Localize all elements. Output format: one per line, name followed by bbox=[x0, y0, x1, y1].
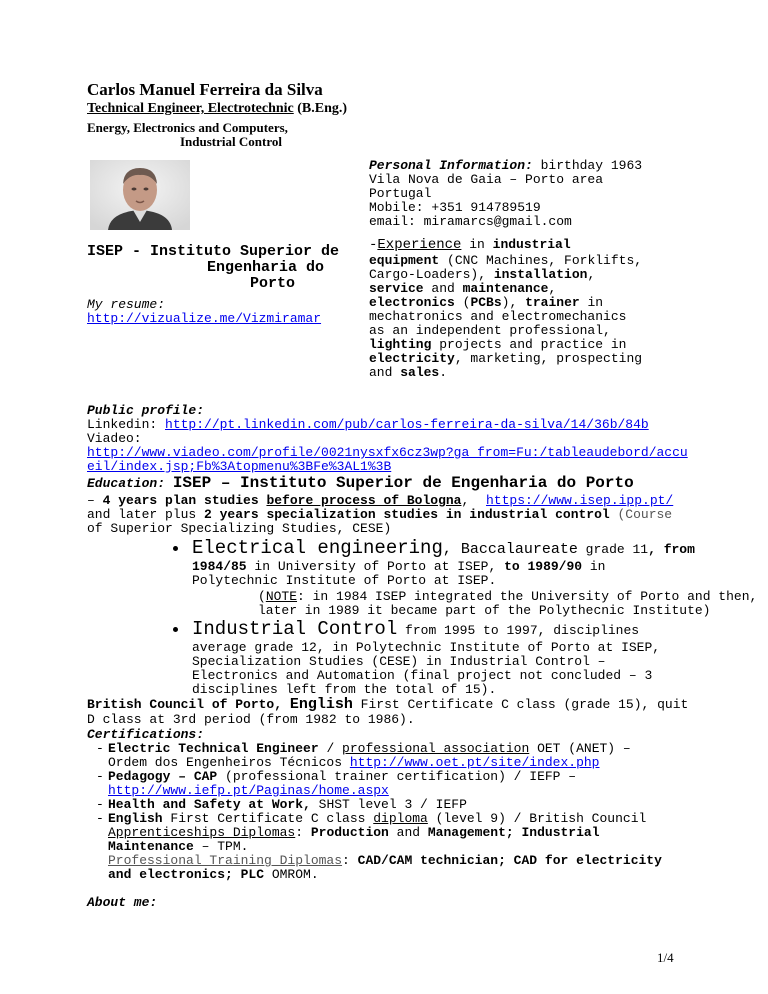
experience-line3 bbox=[369, 268, 595, 282]
bc-bold: British Council of Porto, bbox=[87, 697, 290, 712]
apprenticeships-line1 bbox=[108, 826, 600, 840]
experience-bold: sales bbox=[400, 365, 440, 380]
education-line3: of Superior Specializing Studies, CESE) bbox=[87, 521, 392, 536]
cert-text: and bbox=[388, 825, 428, 840]
bullet-dot bbox=[173, 627, 178, 632]
education-text: – bbox=[87, 493, 103, 508]
experience-bold: lighting bbox=[369, 337, 432, 352]
experience-text: ( bbox=[454, 295, 471, 310]
cert-text: OMROM. bbox=[264, 867, 319, 882]
resume-link[interactable]: http://vizualize.me/Vizmiramar bbox=[87, 311, 322, 326]
cert-text: OET (ANET) – bbox=[529, 741, 631, 756]
cert-text: : bbox=[295, 825, 311, 840]
apprenticeships-line2 bbox=[108, 840, 248, 854]
iefp-link[interactable]: http://www.iefp.pt/Paginas/home.aspx bbox=[108, 783, 389, 798]
cert-underlined: diploma bbox=[373, 811, 428, 826]
education-line1 bbox=[87, 494, 469, 508]
experience-line9 bbox=[369, 352, 642, 366]
ic-line1 bbox=[192, 619, 639, 641]
experience-text: (CNC Machines, Forklifts, bbox=[439, 253, 643, 268]
cert-dash: - bbox=[96, 811, 104, 826]
cert-bold: and electronics; PLC bbox=[108, 867, 265, 882]
cert-text: First Certificate C class bbox=[162, 811, 374, 826]
linkedin-label: Linkedin: bbox=[87, 417, 166, 432]
portrait-icon bbox=[90, 160, 190, 230]
cert1-line2 bbox=[108, 756, 599, 770]
certifications-heading: Certifications: bbox=[87, 727, 205, 742]
education-label: Education: bbox=[87, 476, 166, 491]
cert3-line1 bbox=[108, 798, 467, 812]
experience-text: and bbox=[423, 281, 463, 296]
experience-bold: maintenance bbox=[462, 281, 549, 296]
ic-line3: Specialization Studies (CESE) in Industrial Control – bbox=[192, 654, 606, 669]
professional-line1 bbox=[108, 854, 662, 868]
experience-text: , marketing, prospecting bbox=[454, 351, 643, 366]
education-text: and later plus bbox=[87, 507, 205, 522]
experience-text: Cargo-Loaders), bbox=[369, 267, 494, 282]
british-council-line2: D class at 3rd period (from 1982 to 1986). bbox=[87, 712, 415, 727]
job-title bbox=[87, 101, 347, 117]
british-council-line1 bbox=[87, 697, 688, 713]
experience-bold: industrial bbox=[492, 237, 571, 252]
experience-line4 bbox=[369, 282, 556, 296]
apprenticeships-label: Apprenticeships Diplomas bbox=[108, 825, 296, 840]
profile-photo bbox=[90, 160, 190, 230]
education-bold-underlined: before process of Bologna bbox=[266, 493, 462, 508]
cert2-line1 bbox=[108, 770, 576, 784]
public-profile-label bbox=[87, 404, 204, 418]
cert-bold: Management; Industrial bbox=[427, 825, 600, 840]
cert-underlined: professional association bbox=[342, 741, 530, 756]
experience-bold: equipment bbox=[369, 253, 440, 268]
ee-degree: , Baccalaureate bbox=[442, 541, 578, 558]
note-text: : in 1984 ISEP integrated the University of Porto and then, bbox=[297, 589, 758, 604]
experience-text: . bbox=[439, 365, 448, 380]
ic-line2: average grade 12, in Polytechnic Institute of Porto at ISEP, bbox=[192, 640, 661, 655]
isep-link[interactable]: https://www.isep.ipp.pt/ bbox=[486, 493, 674, 508]
ic-line4: Electronics and Automation (final project not concluded – 3 bbox=[192, 668, 653, 683]
school-name-line3: Porto bbox=[250, 275, 296, 292]
email: email: miramarcs@gmail.com bbox=[369, 214, 572, 229]
cert-text: (professional trainer certification) / IEFP – bbox=[217, 769, 577, 784]
experience-text: ), bbox=[501, 295, 526, 310]
experience-bold: trainer bbox=[525, 295, 580, 310]
professional-line2 bbox=[108, 868, 319, 882]
cert-bold: CAD/CAM technician; CAD for electricity bbox=[357, 853, 662, 868]
ee-bold: 1984/85 bbox=[192, 559, 247, 574]
note-line1 bbox=[258, 590, 757, 604]
ee-bold: to 1989/90 bbox=[504, 559, 583, 574]
ee-line1 bbox=[192, 538, 695, 560]
ic-text: from 1995 to 1997, disciplines bbox=[397, 623, 640, 638]
cert-text: – TPM. bbox=[193, 839, 249, 854]
mobile: Mobile: +351 914789519 bbox=[369, 200, 541, 215]
education-text: , bbox=[461, 493, 470, 508]
bc-text: First Certificate C class (grade 15), quit bbox=[352, 697, 689, 712]
experience-heading: Experience bbox=[377, 237, 462, 253]
cert1-line1 bbox=[108, 742, 631, 756]
cert-bold: Pedagogy – CAP bbox=[108, 769, 218, 784]
education-bold: 4 years plan studies bbox=[102, 493, 267, 508]
note-text: ( bbox=[258, 589, 266, 604]
education-heading-line bbox=[87, 474, 634, 493]
page-number: 1/4 bbox=[657, 950, 674, 965]
bc-english: English bbox=[289, 696, 353, 713]
viadeo-label: Viadeo: bbox=[87, 431, 142, 446]
about-me-label bbox=[87, 896, 157, 910]
ee-line3: Polytechnic Institute of Porto at ISEP. bbox=[192, 573, 497, 588]
ic-line5: disciplines left from the total of 15). bbox=[192, 682, 497, 697]
experience-line10 bbox=[369, 366, 447, 380]
job-title-degree: (B.Eng.) bbox=[293, 101, 348, 116]
cert-bold: Maintenance bbox=[108, 839, 194, 854]
cert-bold: Electric Technical Engineer bbox=[108, 741, 319, 756]
oet-link[interactable]: http://www.oet.pt/site/index.php bbox=[349, 755, 600, 770]
experience-text: , bbox=[587, 267, 596, 282]
school-name-line2: Engenharia do bbox=[207, 259, 325, 276]
resume-label: My resume: bbox=[87, 297, 166, 312]
experience-line2 bbox=[369, 254, 642, 268]
experience-line7: as an independent professional, bbox=[369, 323, 611, 338]
experience-line1 bbox=[369, 238, 571, 252]
experience-bold: electronics bbox=[369, 295, 455, 310]
subtitle-fields: Energy, Electronics and Computers, bbox=[87, 120, 288, 135]
experience-bold: PCBs bbox=[470, 295, 502, 310]
cert-text: : bbox=[342, 853, 358, 868]
note-label: NOTE bbox=[265, 589, 298, 604]
experience-line8 bbox=[369, 338, 626, 352]
cert-text: (level 9) / British Council bbox=[427, 811, 647, 826]
school-name-line1: ISEP - Instituto Superior de bbox=[87, 243, 340, 260]
cert-dash: - bbox=[96, 741, 104, 756]
personal-info-line1 bbox=[369, 159, 642, 173]
cert-bold: Health and Safety at Work, bbox=[108, 797, 311, 812]
cert-bold: Production bbox=[310, 825, 389, 840]
experience-text: in bbox=[461, 237, 493, 252]
personal-info-label: Personal Information: bbox=[369, 158, 533, 173]
cert-bold: English bbox=[108, 811, 163, 826]
experience-line5 bbox=[369, 296, 603, 310]
ee-grade: grade 11 bbox=[577, 542, 649, 557]
job-title-main: Technical Engineer, Electrotechnic bbox=[87, 101, 294, 116]
education-text: (Course bbox=[609, 507, 673, 522]
certifications-label bbox=[87, 728, 204, 742]
subtitle-control: Industrial Control bbox=[180, 134, 282, 149]
ee-line2 bbox=[192, 560, 605, 574]
linkedin-link[interactable]: http://pt.linkedin.com/pub/carlos-ferreira-da-silva/14/36b/84b bbox=[165, 417, 649, 432]
experience-bold: service bbox=[369, 281, 424, 296]
cert-dash: - bbox=[96, 769, 104, 784]
cert-dash: - bbox=[96, 797, 104, 812]
country: Portugal bbox=[369, 186, 432, 201]
experience-text: projects and practice in bbox=[431, 337, 627, 352]
cert-text: / bbox=[318, 741, 343, 756]
cert-text: Ordem dos Engenheiros Técnicos bbox=[108, 755, 350, 770]
experience-text: , bbox=[548, 281, 557, 296]
address: Vila Nova de Gaia – Porto area bbox=[369, 172, 604, 187]
viadeo-link-line2[interactable]: eil/index.jsp;Fb%3Atopmenu%3BFe%3AL1%3B bbox=[87, 459, 392, 474]
experience-bold: installation bbox=[493, 267, 588, 282]
viadeo-link-line1[interactable]: http://www.viadeo.com/profile/0021nysxfx6cz3wp?ga_from=Fu:/tableaudebord/accu bbox=[87, 445, 688, 460]
experience-text: and bbox=[369, 365, 401, 380]
professional-label: Professional Training Diplomas bbox=[108, 853, 343, 868]
experience-line6: mechatronics and electromechanics bbox=[369, 309, 627, 324]
bullet-dot bbox=[173, 546, 178, 551]
ee-from: , from bbox=[648, 542, 695, 557]
linkedin-line bbox=[87, 418, 649, 432]
about-heading: About me: bbox=[87, 895, 158, 910]
note-line2: later in 1989 it became part of the Polythecnic Institute) bbox=[258, 603, 711, 618]
education-school: ISEP – Instituto Superior de Engenharia do Porto bbox=[172, 474, 634, 492]
ee-text: in University of Porto at ISEP, bbox=[246, 559, 505, 574]
experience-dash: - bbox=[369, 237, 378, 253]
cert-text: SHST level 3 / IEFP bbox=[310, 797, 467, 812]
ee-text: in bbox=[582, 559, 606, 574]
experience-text: in bbox=[579, 295, 604, 310]
public-profile-heading: Public profile: bbox=[87, 403, 205, 418]
full-name: Carlos Manuel Ferreira da Silva bbox=[87, 80, 323, 99]
birthday: birthday 1963 bbox=[532, 158, 643, 173]
cert4-line1 bbox=[108, 812, 646, 826]
education-bold: 2 years specialization studies in industrial control bbox=[204, 507, 610, 522]
experience-bold: electricity bbox=[369, 351, 455, 366]
ic-title: Industrial Control bbox=[192, 618, 398, 640]
ee-title: Electrical engineering bbox=[192, 537, 443, 559]
education-line2 bbox=[87, 508, 672, 522]
